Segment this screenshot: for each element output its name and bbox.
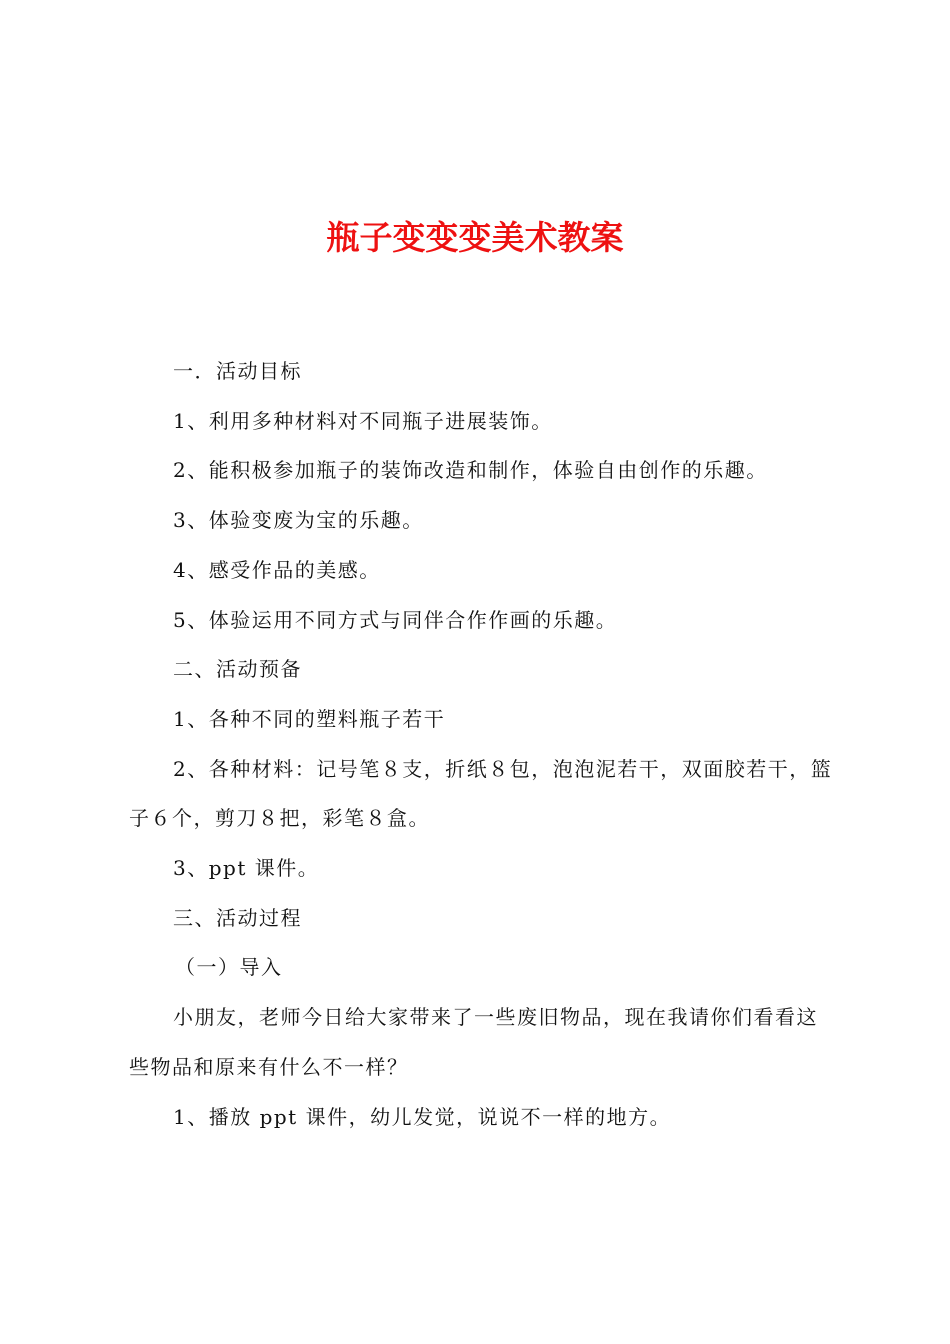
document-body (129, 347, 837, 1142)
preparation-item-3: 3、ppt 课件。 (173, 856, 320, 881)
preparation-item-2: 2、各种材料：记号笔８支，折纸８包，泡泡泥若干，双面胶若干，篮子６个，剪刀８把，彩笔８盒。 (129, 756, 833, 831)
heading-activity-goals: 一．活动目标 (173, 359, 302, 383)
goal-item-3: 3、体验变废为宝的乐趣。 (173, 508, 424, 533)
heading-activity-process: 三、活动过程 (173, 905, 302, 930)
subheading-introduction: （一）导入 (175, 955, 283, 980)
goal-item-2: 2、能积极参加瓶子的装饰改造和制作，体验自由创作的乐趣。 (173, 458, 768, 483)
goal-item-1: 1、利用多种材料对不同瓶子进展装饰。 (173, 408, 553, 433)
heading-activity-preparation: 二、活动预备 (173, 657, 302, 682)
process-item-1: 1、播放 ppt 课件，幼儿发觉，说说不一样的地方。 (173, 1104, 672, 1129)
intro-paragraph: 小朋友，老师今日给大家带来了一些废旧物品，现在我请你们看看这些物品和原来有什么不一样？ (129, 1005, 818, 1079)
goal-item-5: 5、体验运用不同方式与同伴合作作画的乐趣。 (173, 607, 618, 632)
document-title: 瓶子变变变美术教案 (326, 218, 624, 257)
preparation-item-1: 1、各种不同的塑料瓶子若干 (173, 706, 446, 731)
goal-item-4: 4、感受作品的美感。 (173, 557, 381, 582)
